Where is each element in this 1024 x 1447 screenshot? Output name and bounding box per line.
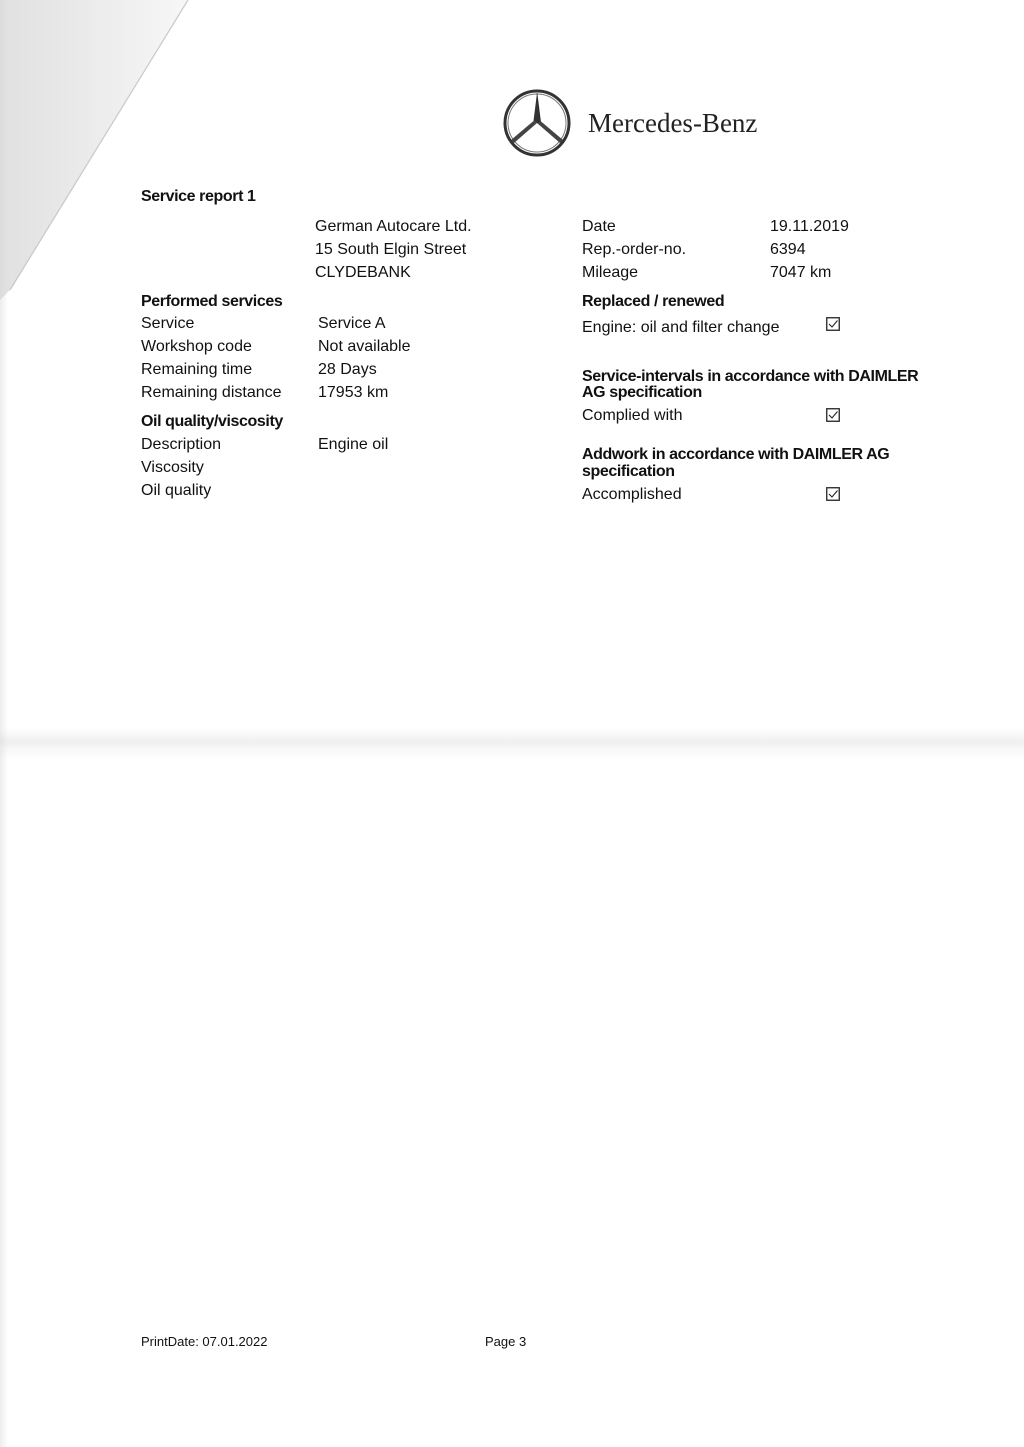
order-label: Rep.-order-no.	[582, 241, 687, 258]
viscosity-label: Viscosity	[141, 459, 204, 476]
mileage-value: 7047 km	[770, 264, 832, 281]
mileage-label: Mileage	[582, 264, 639, 281]
mercedes-star-icon	[502, 88, 572, 158]
addwork-item-label: Accomplished	[582, 486, 682, 503]
date-label: Date	[582, 218, 616, 235]
report-title: Service report 1	[141, 188, 256, 205]
oil-description-label: Description	[141, 436, 222, 453]
intervals-item-label: Complied with	[582, 407, 683, 424]
page-fold-shadow	[0, 0, 190, 320]
workshop-code-label: Workshop code	[141, 338, 252, 355]
page-number: Page 3	[485, 1334, 527, 1349]
intervals-heading-line2: AG specification	[582, 384, 702, 401]
dealer-name: German Autocare Ltd.	[315, 218, 472, 235]
dealer-town: CLYDEBANK	[315, 264, 411, 281]
oil-quality-heading: Oil quality/viscosity	[141, 413, 283, 430]
replaced-heading: Replaced / renewed	[582, 293, 725, 310]
remaining-distance-value: 17953 km	[318, 384, 389, 401]
intervals-checkbox-icon	[826, 408, 840, 422]
intervals-heading-line1: Service-intervals in accordance with DAIMLER	[582, 368, 919, 385]
workshop-code-value: Not available	[318, 338, 411, 355]
addwork-heading-line1: Addwork in accordance with DAIMLER AG	[582, 446, 890, 463]
remaining-time-value: 28 Days	[318, 361, 377, 378]
replaced-item-label: Engine: oil and filter change	[582, 319, 780, 336]
remaining-distance-label: Remaining distance	[141, 384, 282, 401]
brand-name: Mercedes-Benz	[588, 108, 758, 138]
addwork-heading-line2: specification	[582, 463, 675, 480]
oil-description-value: Engine oil	[318, 436, 389, 453]
paper-fold-line	[0, 728, 1024, 760]
oil-quality-label: Oil quality	[141, 482, 212, 499]
addwork-checkbox-icon	[826, 487, 840, 501]
remaining-time-label: Remaining time	[141, 361, 253, 378]
performed-services-heading: Performed services	[141, 293, 283, 310]
print-date: PrintDate: 07.01.2022	[141, 1334, 268, 1349]
service-label: Service	[141, 315, 195, 332]
date-value: 19.11.2019	[770, 218, 849, 235]
order-value: 6394	[770, 241, 806, 258]
replaced-checkbox-icon	[826, 317, 840, 331]
service-value: Service A	[318, 315, 386, 332]
dealer-street: 15 South Elgin Street	[315, 241, 467, 258]
